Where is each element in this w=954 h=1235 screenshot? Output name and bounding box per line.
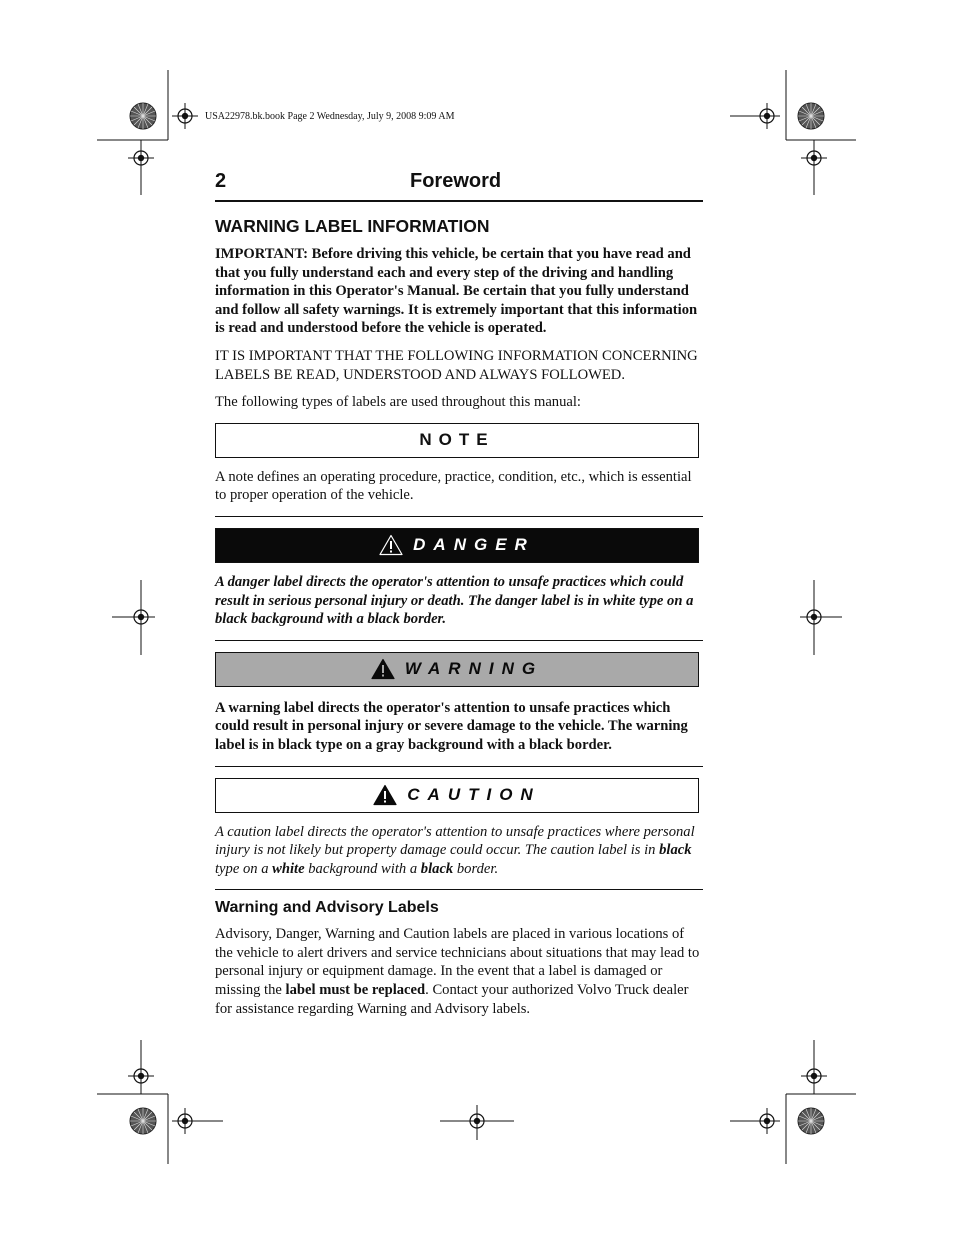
warning-triangle-icon xyxy=(373,784,397,806)
warning-label: WARNING xyxy=(404,659,544,679)
note-label-box xyxy=(215,423,699,458)
caution-text-4: border. xyxy=(453,860,499,877)
warning-label-box xyxy=(215,652,699,687)
caution-em-white: white xyxy=(272,860,305,877)
caution-label-box xyxy=(215,778,699,813)
advisory-text-1: Advisory, Danger, Warning and Caution labels are placed in various locations of the vehicle to alert drivers and service technicians about situations that may lead to personal injury or equipment damage. In the event that a label is damaged or missing the xyxy=(215,926,700,999)
important-paragraph: IMPORTANT: Before driving this vehicle, be certain that you have read and that you fully understand each and every step of the driving and handling information in this Operator's Manual. Be certain that you fully understand and follow all safety warnings. It is extremely important that this information is read and understood before the vehicle is operated. xyxy=(215,246,698,337)
warning-description: A warning label directs the operator's attention to unsafe practices which could result in personal injury or severe damage to the vehicle. The warning label is in black type on a gray background with a black border. xyxy=(215,699,688,753)
warning-triangle-icon xyxy=(371,658,395,680)
danger-label: DANGER xyxy=(413,535,535,555)
page-number: 2 xyxy=(215,170,227,192)
divider xyxy=(215,889,703,890)
danger-label-box xyxy=(215,528,699,563)
danger-description: A danger label directs the operator's attention to unsafe practices which could result in serious personal injury or death. The danger label is in white type on a black background with a black border. xyxy=(215,573,694,628)
advisory-paragraph xyxy=(215,925,703,1018)
advisory-title: Warning and Advisory Labels xyxy=(215,899,439,917)
caution-label: CAUTION xyxy=(407,785,541,804)
caps-paragraph: IT IS IMPORTANT THAT THE FOLLOWING INFORMATION CONCERNING LABELS BE READ, UNDERSTOOD AND ALWAYS FOLLOWED. xyxy=(215,347,698,383)
divider xyxy=(215,640,703,641)
warning-triangle-icon xyxy=(379,534,403,556)
chapter-title: Foreword xyxy=(410,170,502,192)
caution-text-2: type on a xyxy=(215,860,273,877)
page-content xyxy=(215,170,703,1018)
book-slug-line: USA22978.bk.book Page 2 Wednesday, July 9, 2008 9:09 AM xyxy=(205,111,455,122)
caution-em-black-1: black xyxy=(659,842,692,859)
divider xyxy=(215,766,703,767)
page-header xyxy=(215,170,703,202)
caution-text-1: A caution label directs the operator's attention to unsafe practices where personal injury is not likely but property damage could occur. The caution label is in xyxy=(215,823,695,859)
divider xyxy=(215,516,703,517)
advisory-text-bold: label must be replaced xyxy=(285,982,426,999)
note-description: A note defines an operating procedure, practice, condition, etc., which is essential to proper operation of the vehicle. xyxy=(215,468,692,504)
section-title: WARNING LABEL INFORMATION xyxy=(215,216,490,236)
note-label: NOTE xyxy=(419,430,495,450)
advisory-text-2: . Contact your authorized Volvo Truck dealer for assistance regarding Warning and Advisory labels. xyxy=(215,982,689,1017)
caution-description xyxy=(215,823,703,879)
caution-em-black-2: black xyxy=(420,860,454,877)
label-types-paragraph: The following types of labels are used throughout this manual: xyxy=(215,394,581,411)
caution-text-3: background with a xyxy=(304,860,421,877)
